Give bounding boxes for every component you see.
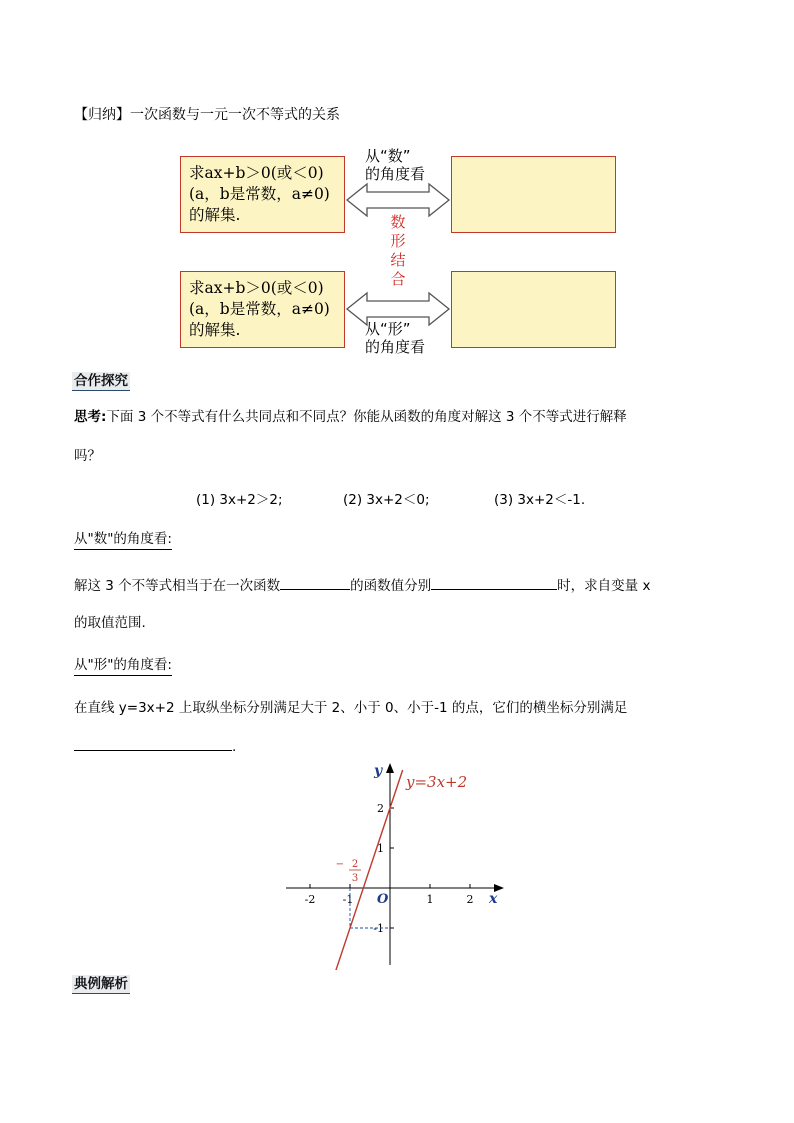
top-arrow-label-line1: 从“数” [365, 147, 411, 165]
left-box-bottom [180, 271, 345, 348]
bottom-arrow-label-line1: 从“形” [365, 320, 411, 338]
center-char-4: 合 [390, 270, 406, 288]
left-box-bottom-line3: 的解集. [189, 321, 241, 339]
section-heading-examples: 典例解析 [74, 976, 128, 992]
think-paragraph-line1 [74, 408, 627, 426]
number-view-label: 从"数"的角度看: [74, 530, 172, 550]
left-box-bottom-line1: 求ax+b＞0(或＜0) [189, 279, 324, 297]
section-heading-explore: 合作探究 [74, 373, 128, 389]
y-tick-label-2: 2 [377, 802, 384, 815]
number-view-line1: 解这 3 个不等式相当于在一次函数 的函数值分别 时，求自变量 x [74, 575, 650, 595]
x-tick-label-neg2: -2 [304, 893, 316, 906]
think-text: 下面 3 个不等式有什么共同点和不同点？你能从函数的角度对解这 3 个不等式进行解释 [106, 409, 627, 425]
left-box-bottom-line2: (a，b是常数，a≠0) [189, 300, 330, 318]
number-view-line2: 的取值范围. [74, 615, 146, 631]
function-graph [280, 755, 510, 970]
x-tick-label-1: 1 [426, 893, 434, 906]
inequality-2: (2) 3x+2＜0; [343, 492, 430, 508]
left-box-top-line2: (a，b是常数，a≠0) [189, 185, 330, 203]
fraction-sign: − [335, 859, 344, 870]
center-char-2: 形 [390, 232, 406, 250]
origin-label: O [377, 892, 389, 907]
blank-function[interactable] [280, 575, 350, 590]
think-prefix: 思考: [74, 409, 107, 425]
function-label: y=3x+2 [406, 773, 468, 791]
x-axis-label: x [489, 891, 498, 907]
x-tick-label-neg1: -1 [342, 893, 354, 906]
think-paragraph-line2: 吗？ [74, 448, 101, 464]
y-tick-label-neg1: -1 [373, 922, 384, 935]
center-char-1: 数 [390, 213, 406, 231]
fraction-denominator: 3 [351, 873, 359, 884]
left-box-top [180, 156, 345, 233]
bottom-arrow-label-line2: 的角度看 [365, 338, 426, 356]
y-axis-arrow-icon [386, 763, 394, 773]
shape-view-line2: . [74, 736, 236, 756]
left-box-top-line1: 求ax+b＞0(或＜0) [189, 164, 324, 182]
summary-heading: 【归纳】一次函数与一元一次不等式的关系 [74, 107, 340, 123]
blank-values[interactable] [431, 575, 557, 590]
left-box-top-line3: 的解集. [189, 206, 241, 224]
top-arrow-label-line2: 的角度看 [365, 165, 426, 183]
blank-x-range[interactable] [74, 736, 232, 751]
right-box-top [451, 156, 616, 233]
fraction-numerator: 2 [351, 859, 359, 870]
center-chars [388, 213, 408, 289]
inequality-1: (1) 3x+2＞2; [196, 492, 283, 508]
x-tick-label-2: 2 [466, 893, 474, 906]
right-box-bottom [451, 271, 616, 348]
shape-view-label: 从"形"的角度看: [74, 656, 172, 676]
center-char-3: 结 [390, 251, 406, 269]
shape-view-line1: 在直线 y=3x+2 上取纵坐标分别满足大于 2、小于 0、小于-1 的点，它们的横坐标分别满足 [74, 700, 628, 716]
y-axis-label: y [374, 763, 383, 779]
y-tick-label-1: 1 [377, 842, 384, 855]
inequality-3: (3) 3x+2＜-1. [494, 492, 586, 508]
